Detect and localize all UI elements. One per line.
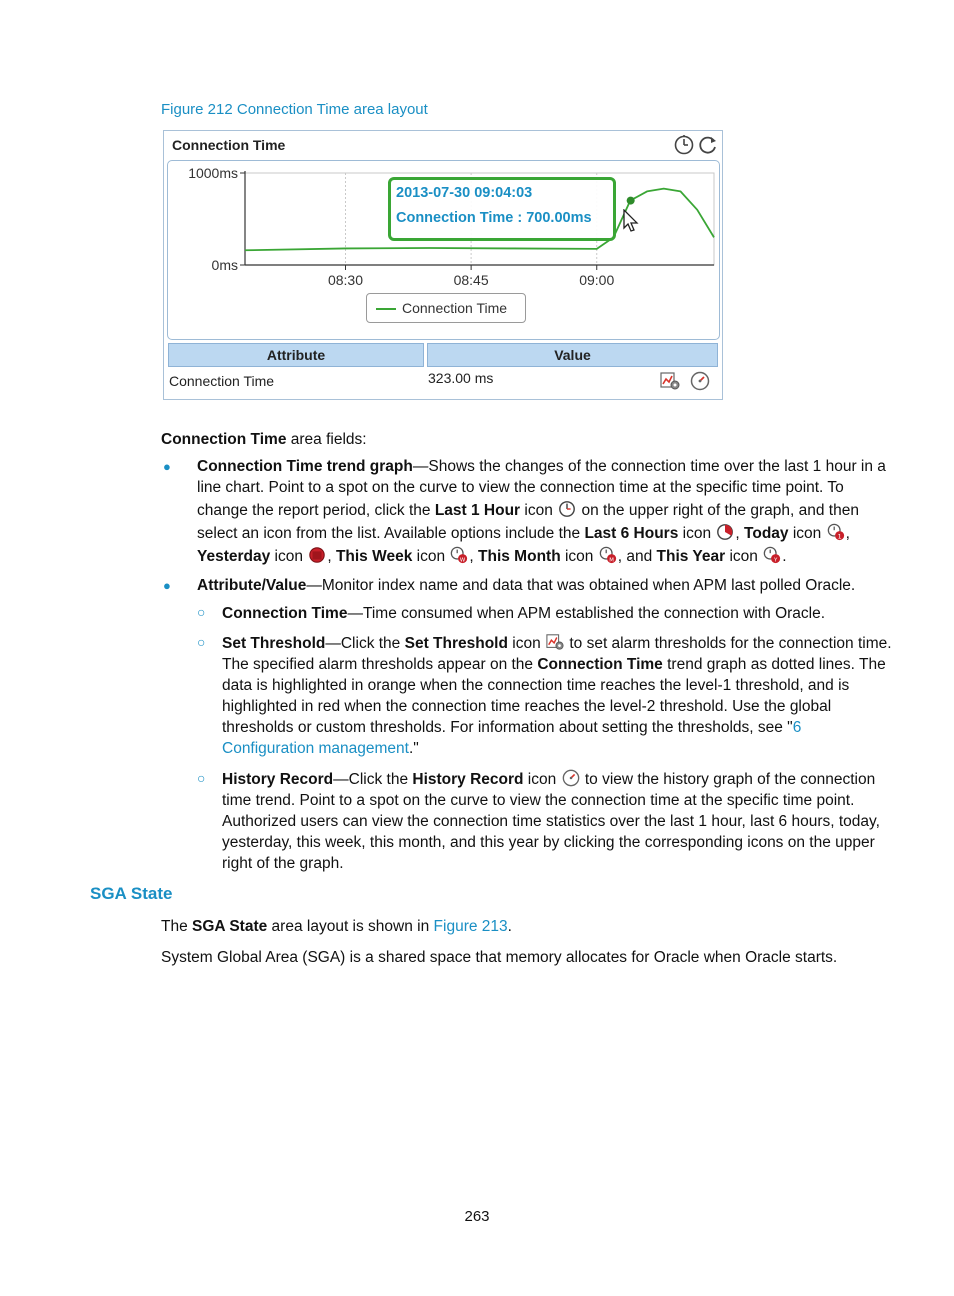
text-line: to view the history graph of the connection bbox=[580, 771, 876, 788]
text-line: line chart. Point to a spot on the curve to view the connection time at the specific time point. To bbox=[197, 479, 844, 496]
this-week-icon bbox=[450, 546, 468, 564]
term-sga-state: SGA State bbox=[192, 918, 268, 935]
term-set-threshold-2: Set Threshold bbox=[404, 635, 508, 652]
table-header-value: Value bbox=[427, 343, 718, 367]
text-line: icon bbox=[678, 525, 716, 542]
text-line: to set alarm thresholds for the connection time. bbox=[565, 635, 892, 652]
svg-text:Y: Y bbox=[774, 557, 778, 564]
last-1-hour-icon bbox=[558, 500, 576, 518]
text-line: data is highlighted in orange when the connection time reaches the level-1 threshold, and is bbox=[222, 677, 850, 694]
highlight-point bbox=[627, 197, 635, 205]
sub-bullet-circle: ○ bbox=[197, 634, 206, 650]
bullet-dot: ● bbox=[163, 459, 171, 474]
sub-bullet-set-threshold bbox=[222, 633, 892, 759]
y-tick-label: 1000ms bbox=[188, 165, 238, 181]
text-line: Authorized users can view the connection time statistics over the last 1 hour, last 6 hours, today, bbox=[222, 813, 880, 830]
sga-paragraph-1 bbox=[161, 916, 512, 937]
text-line: highlighted in red when the connection time reaches the level-2 threshold. Use the global bbox=[222, 698, 832, 715]
table-cell-attribute: Connection Time bbox=[169, 373, 275, 389]
text-line: icon bbox=[788, 525, 826, 542]
sga-paragraph-2: System Global Area (SGA) is a shared space that memory allocates for Oracle when Oracle starts. bbox=[161, 949, 838, 966]
text-line: icon bbox=[507, 635, 546, 652]
term-connection-time-2: Connection Time bbox=[537, 656, 663, 673]
text-line: trend graph as dotted lines. The bbox=[662, 656, 886, 673]
term-history-record: History Record bbox=[222, 771, 334, 788]
text-line: change the report period, click the bbox=[197, 502, 435, 519]
text-line: icon bbox=[560, 548, 598, 565]
text-line: , bbox=[735, 525, 745, 542]
text-line: icon bbox=[725, 548, 763, 565]
text-line: right of the graph. bbox=[222, 855, 344, 872]
this-month-icon bbox=[599, 546, 617, 564]
text-line: on the upper right of the graph, and then bbox=[577, 502, 859, 519]
chart-frame bbox=[167, 160, 720, 340]
text-line: ." bbox=[408, 740, 419, 757]
history-record-inline-icon bbox=[562, 769, 580, 787]
this-year-icon bbox=[763, 546, 781, 564]
term-last-6-hours: Last 6 Hours bbox=[584, 525, 679, 542]
x-tick-label: 08:30 bbox=[327, 272, 364, 288]
text-line: The bbox=[161, 918, 193, 935]
table-header-attribute: Attribute bbox=[168, 343, 424, 367]
text-line: —Shows the changes of the connection time over the last 1 hour in a bbox=[412, 458, 886, 475]
text-line: icon bbox=[270, 548, 308, 565]
text-line: icon bbox=[520, 502, 558, 519]
figure-caption: Figure 212 Connection Time area layout bbox=[161, 101, 428, 118]
history-record-icon[interactable] bbox=[690, 371, 710, 391]
y-tick-label: 0ms bbox=[211, 257, 238, 273]
text-line: —Time consumed when APM established the connection with Oracle. bbox=[347, 605, 826, 622]
term-set-threshold: Set Threshold bbox=[222, 635, 326, 652]
term-this-year: This Year bbox=[656, 548, 726, 565]
text-line: time trend. Point to a spot on the curve to view the connection time at the specific time point. bbox=[222, 792, 855, 809]
table-cell-value: 323.00 ms bbox=[428, 370, 494, 386]
intro-term: Connection Time bbox=[161, 431, 287, 448]
text-line: select an icon from the list. Available options include the bbox=[197, 525, 585, 542]
configuration-management-link[interactable]: 6 bbox=[792, 719, 802, 736]
term-attribute-value: Attribute/Value bbox=[197, 577, 307, 594]
text-line: icon bbox=[412, 548, 450, 565]
text-line: yesterday, this week, this month, and this year by clicking the corresponding icons on the upper bbox=[222, 834, 875, 851]
intro-text: area fields: bbox=[286, 431, 367, 448]
svg-text:M: M bbox=[609, 557, 614, 564]
bullet-attribute-value bbox=[197, 575, 855, 596]
set-threshold-inline-icon bbox=[546, 633, 564, 651]
term-this-week: This Week bbox=[335, 548, 413, 565]
svg-text:W: W bbox=[460, 557, 466, 564]
tooltip-value: Connection Time : 700.00ms bbox=[396, 210, 592, 226]
sub-bullet-circle: ○ bbox=[197, 604, 206, 620]
last-6-hours-icon bbox=[716, 523, 734, 541]
today-icon bbox=[827, 523, 845, 541]
text-line: —Click the bbox=[333, 771, 413, 788]
tooltip-time: 2013-07-30 09:04:03 bbox=[396, 185, 533, 201]
chart-legend[interactable] bbox=[366, 293, 526, 323]
sub-bullet-connection-time bbox=[222, 603, 825, 624]
bullet-trend-graph bbox=[197, 456, 886, 567]
section-heading-sga-state: SGA State bbox=[90, 884, 173, 903]
legend-swatch bbox=[376, 308, 396, 310]
text-line: —Click the bbox=[325, 635, 405, 652]
page-number: 263 bbox=[464, 1208, 490, 1225]
svg-text:1: 1 bbox=[837, 533, 842, 541]
term-history-record-2: History Record bbox=[412, 771, 524, 788]
intro-paragraph bbox=[161, 429, 367, 450]
text-line: , and bbox=[617, 548, 657, 565]
text-line: , bbox=[845, 525, 850, 542]
chart-tooltip bbox=[388, 177, 616, 241]
term-trend-graph: Connection Time trend graph bbox=[197, 458, 413, 475]
text-line: . bbox=[507, 918, 512, 935]
text-line: The specified alarm thresholds appear on the bbox=[222, 656, 538, 673]
text-line: . bbox=[782, 548, 787, 565]
sub-bullet-circle: ○ bbox=[197, 770, 206, 786]
text-line: —Monitor index name and data that was obtained when APM last polled Oracle. bbox=[306, 577, 856, 594]
text-line: , bbox=[327, 548, 336, 565]
sub-bullet-history-record bbox=[222, 769, 880, 874]
term-today: Today bbox=[744, 525, 789, 542]
clock-icon[interactable] bbox=[673, 134, 695, 156]
term-connection-time: Connection Time bbox=[222, 605, 348, 622]
x-tick-label: 09:00 bbox=[579, 272, 615, 288]
term-last-1-hour: Last 1 Hour bbox=[434, 502, 521, 519]
text-line: icon bbox=[523, 771, 561, 788]
text-line: area layout is shown in bbox=[267, 918, 434, 935]
connection-time-panel bbox=[163, 130, 723, 400]
set-threshold-icon[interactable] bbox=[660, 371, 680, 391]
legend-label: Connection Time bbox=[402, 300, 508, 316]
term-this-month: This Month bbox=[478, 548, 561, 565]
mouse-cursor-icon bbox=[623, 209, 639, 233]
x-tick-label: 08:45 bbox=[453, 272, 489, 288]
bullet-dot: ● bbox=[163, 578, 171, 593]
panel-title: Connection Time bbox=[172, 137, 286, 153]
yesterday-icon bbox=[308, 546, 326, 564]
text-line: , bbox=[469, 548, 479, 565]
configuration-management-link[interactable]: Configuration management bbox=[222, 740, 409, 757]
figure-213-link[interactable]: Figure 213 bbox=[433, 918, 508, 935]
refresh-icon[interactable] bbox=[697, 134, 719, 156]
text-line: thresholds or custom thresholds. For information about setting the thresholds, see " bbox=[222, 719, 793, 736]
term-yesterday: Yesterday bbox=[197, 548, 271, 565]
